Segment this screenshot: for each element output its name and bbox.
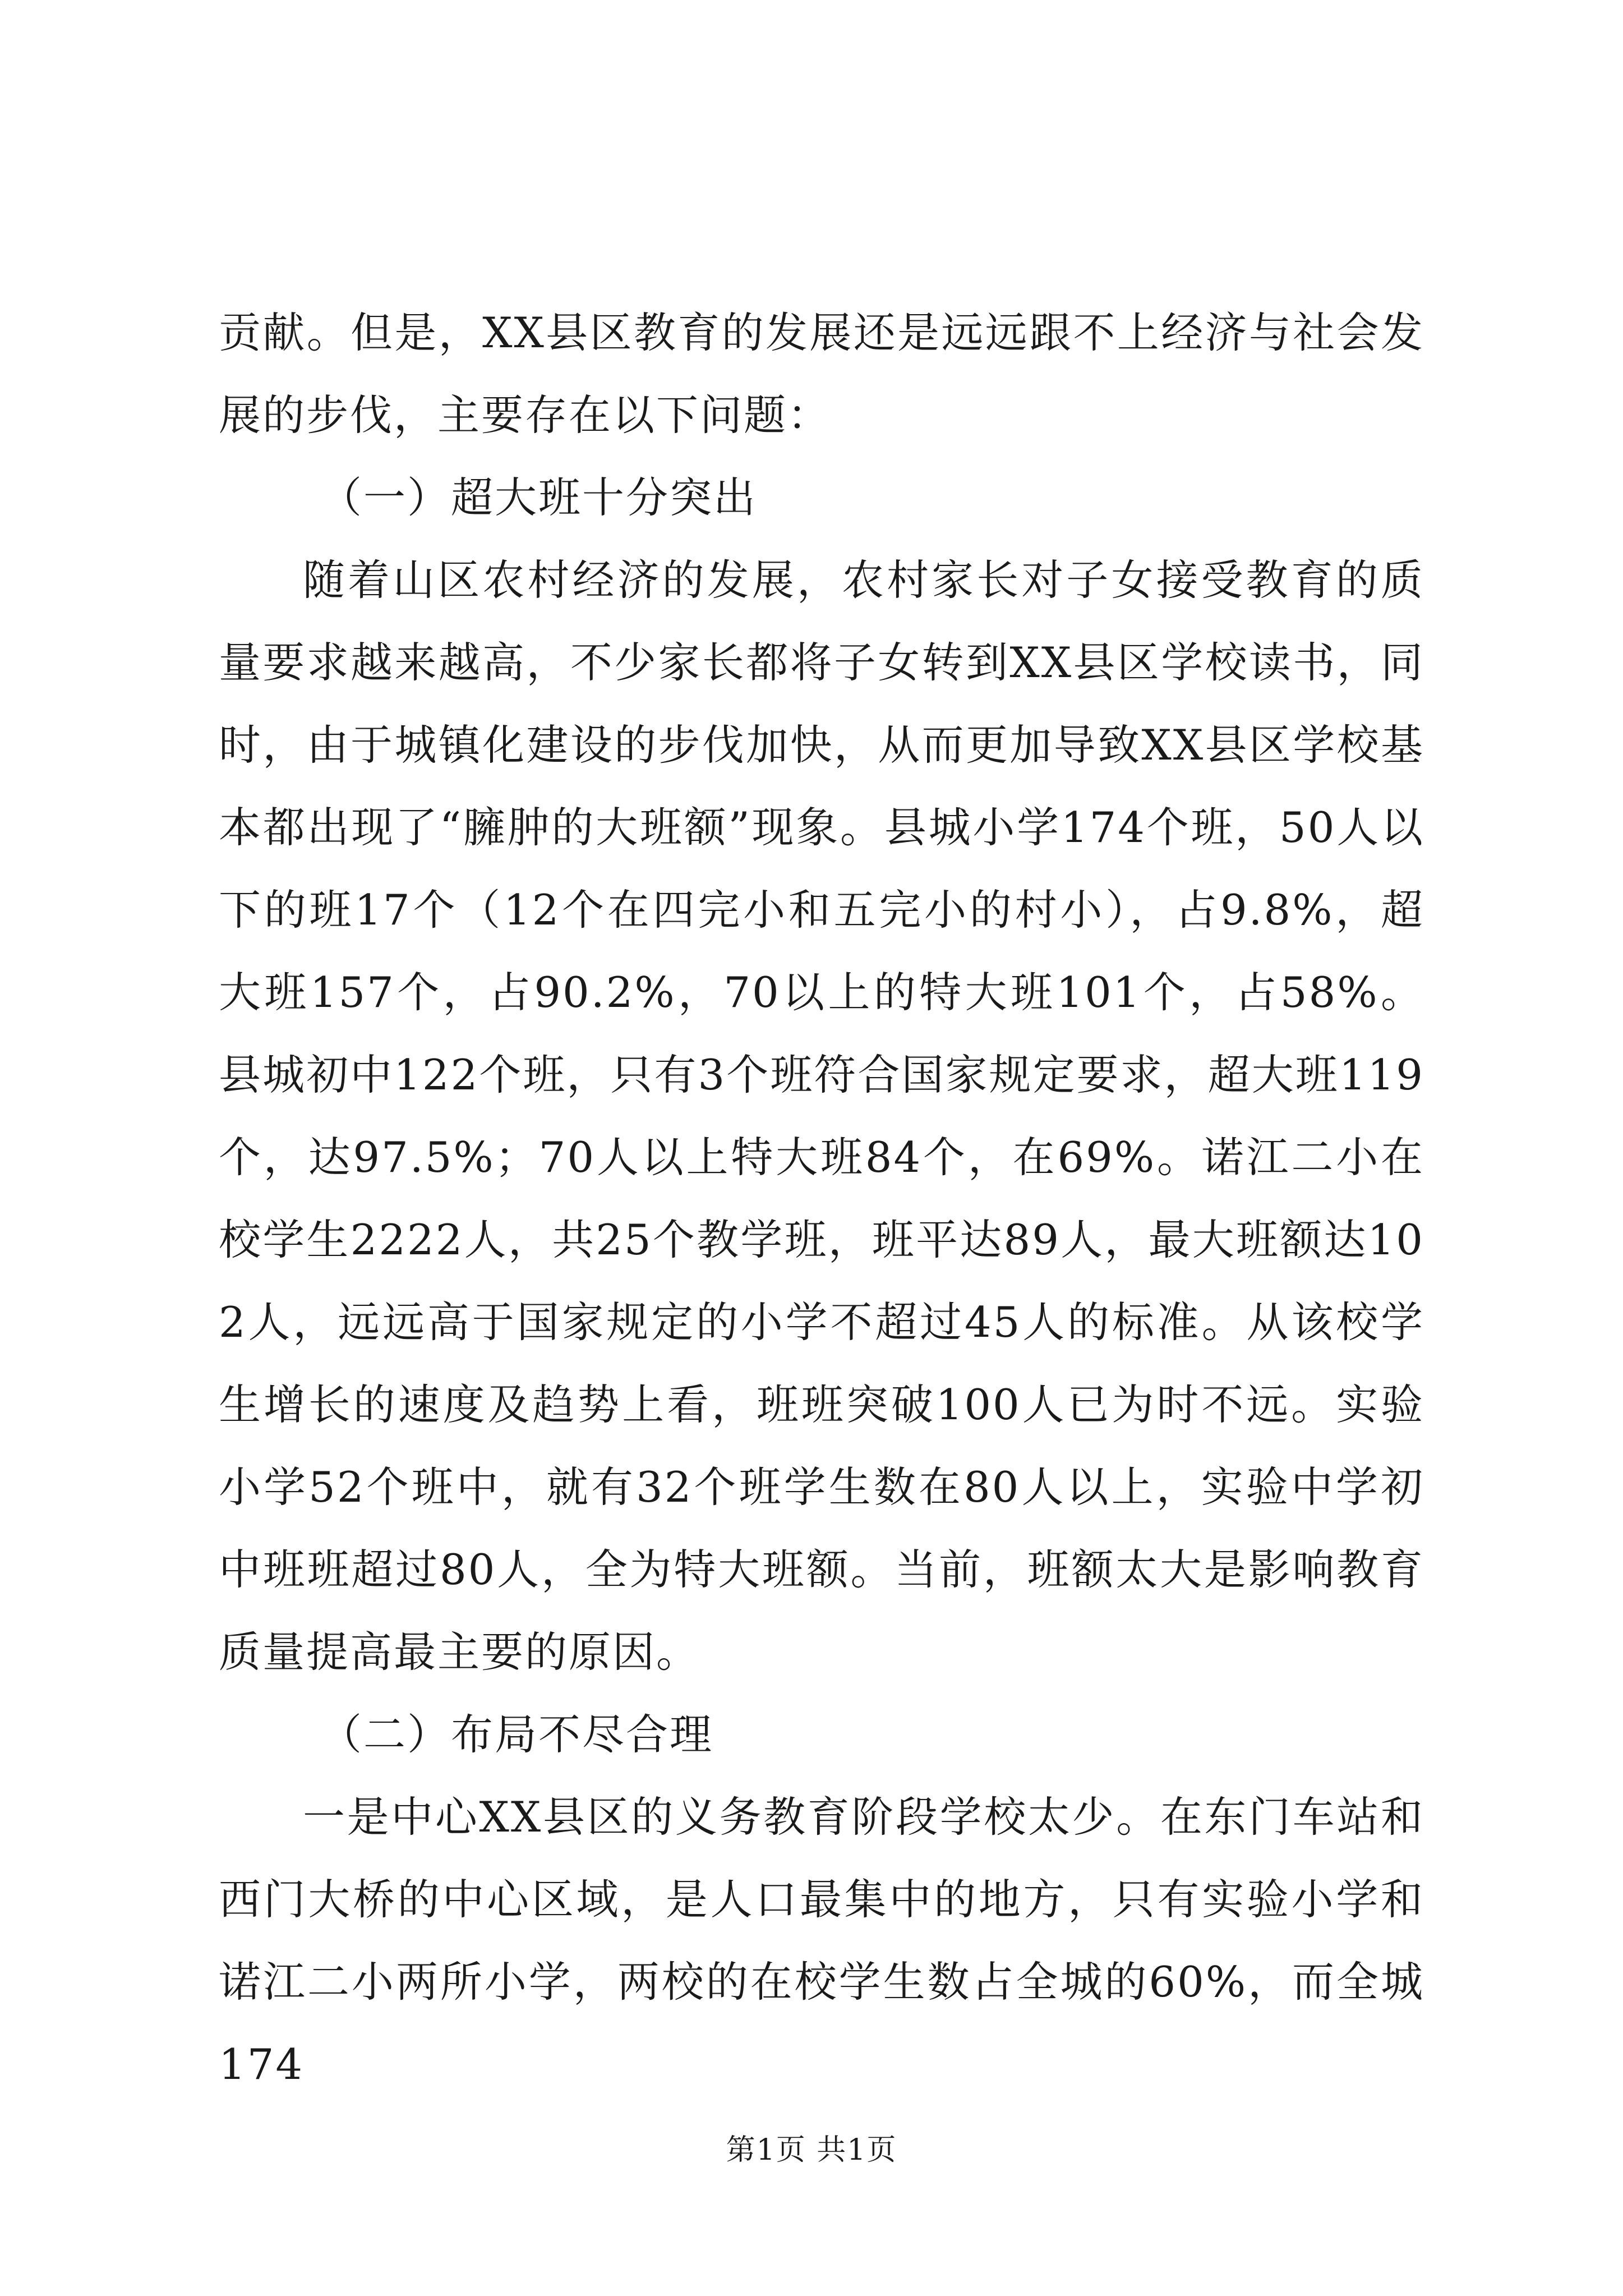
paragraph-layout: 一是中心XX县区的义务教育阶段学校太少。在东门车站和西门大桥的中心区域，是人口最集中的地方，只有实验小学和诺江二小两所小学，两校的在校学生数占全城的60%，而全城174 <box>219 1792 1424 2089</box>
document-body <box>219 292 1424 2106</box>
section-heading-2: （二）布局不尽合理 <box>320 1710 714 1759</box>
paragraph-oversized-classes: 随着山区农村经济的发展，农村家长对子女接受教育的质量要求越来越高，不少家长都将子女转到XX县区学校读书，同时，由于城镇化建设的步伐加快，从而更加导致XX县区学校基本都出现了“臃肿的大班额”现象。县城小学174个班，50人以下的班17个（12个在四完小和五完小的村小），占9.8%，超大班157个，占90.2%，70以上的特大班101个，占58%。县城初中122个班，只有3个班符合国家规定要求，超大班119个，达97.5%；70人以上特大班84个，在69%。诺江二小在校学生2222人，共25个教学班，班平达89人，最大班额达102人，远远高于国家规定的小学不超过45人的标准。从该校学生增长的速度及趋势上看，班班突破100人已为时不远。实验小学52个班中，就有32个班学生数在80人以上，实验中学初中班班超过80人，全为特大班额。当前，班额太大是影响教育质量提高最主要的原因。 <box>219 555 1424 1677</box>
section-heading-1: （一）超大班十分突出 <box>320 473 758 522</box>
paragraph-intro: 贡献。但是，XX县区教育的发展还是远远跟不上经济与社会发展的步伐，主要存在以下问题： <box>219 308 1424 440</box>
page-footer: 第1页 共1页 <box>726 2133 897 2167</box>
